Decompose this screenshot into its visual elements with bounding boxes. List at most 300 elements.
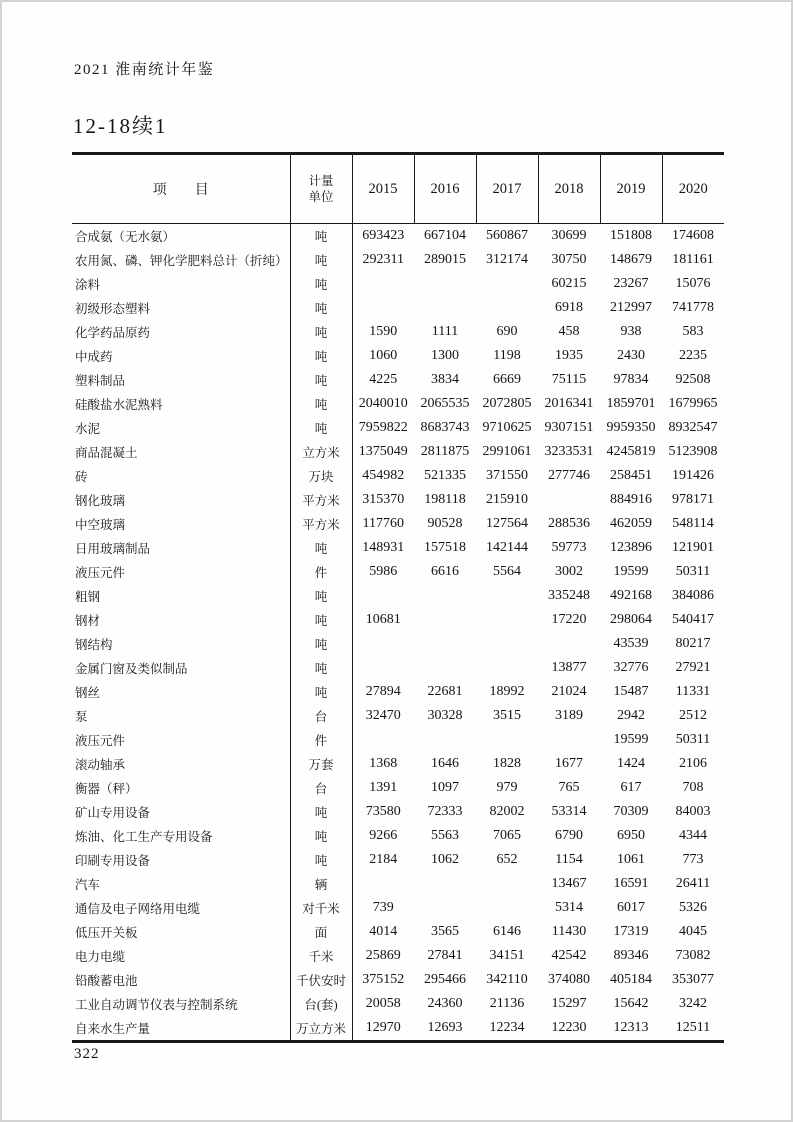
- value-cell: 492168: [610, 588, 652, 603]
- value-cell: 12234: [489, 1020, 525, 1035]
- value-cell: [476, 896, 538, 920]
- unit-cell: 立方米: [290, 440, 352, 464]
- value-cell: 148679: [610, 252, 652, 267]
- value-cell: 82002: [489, 804, 525, 819]
- header-year-2015: 2015: [352, 154, 414, 224]
- value-cell: 21024: [551, 684, 587, 699]
- table-row: [72, 344, 724, 368]
- value-cell: 117760: [362, 516, 404, 531]
- item-cell: 铅酸蓄电池: [72, 968, 290, 992]
- unit-cell: 对千米: [290, 896, 352, 920]
- value-cell: [538, 728, 600, 752]
- value-cell: [414, 608, 476, 632]
- unit-cell: 面: [290, 920, 352, 944]
- unit-cell: 千伏安时: [290, 968, 352, 992]
- item-cell: 初级形态塑料: [72, 296, 290, 320]
- table-row: [72, 272, 724, 296]
- value-cell: 89346: [613, 948, 649, 963]
- value-cell: [538, 488, 600, 512]
- value-cell: 288536: [548, 516, 590, 531]
- value-cell: 884916: [610, 492, 652, 507]
- value-cell: 2106: [679, 756, 707, 771]
- item-cell: 低压开关板: [72, 920, 290, 944]
- value-cell: 979: [496, 780, 518, 795]
- table-head: [72, 154, 724, 224]
- value-cell: 15487: [613, 684, 649, 699]
- table-row: [72, 656, 724, 680]
- value-cell: 693423: [362, 228, 405, 243]
- value-cell: 6790: [555, 828, 583, 843]
- value-cell: [414, 896, 476, 920]
- table-row: [72, 608, 724, 632]
- value-cell: 27841: [427, 948, 463, 963]
- unit-cell: 吨: [290, 296, 352, 320]
- value-cell: 12511: [675, 1020, 711, 1035]
- value-cell: 2991061: [482, 444, 532, 459]
- table-row: [72, 416, 724, 440]
- value-cell: 6017: [617, 900, 645, 915]
- value-cell: 212997: [610, 300, 652, 315]
- header-unit-line1: 计量: [308, 173, 334, 188]
- item-cell: 水泥: [72, 416, 290, 440]
- value-cell: [414, 632, 476, 656]
- value-cell: 374080: [548, 972, 590, 987]
- value-cell: 75115: [551, 372, 587, 387]
- table-row: [72, 368, 724, 392]
- item-cell: 合成氨（无水氨）: [72, 224, 290, 249]
- value-cell: 708: [682, 780, 704, 795]
- value-cell: 978171: [672, 492, 714, 507]
- value-cell: 617: [620, 780, 642, 795]
- header-year-2017: 2017: [476, 154, 538, 224]
- unit-cell: 吨: [290, 416, 352, 440]
- unit-cell: 万块: [290, 464, 352, 488]
- value-cell: [414, 872, 476, 896]
- value-cell: 741778: [672, 300, 714, 315]
- value-cell: 1061: [617, 852, 645, 867]
- value-cell: 2040010: [358, 396, 408, 411]
- value-cell: 938: [620, 324, 642, 339]
- value-cell: 11430: [551, 924, 587, 939]
- value-cell: 375152: [362, 972, 405, 987]
- value-cell: 191426: [672, 468, 714, 483]
- table-row: [72, 1016, 724, 1042]
- value-cell: 5314: [555, 900, 583, 915]
- value-cell: 12693: [427, 1020, 463, 1035]
- item-cell: 硅酸盐水泥熟料: [72, 392, 290, 416]
- value-cell: 70309: [613, 804, 649, 819]
- production-table: [72, 152, 724, 1043]
- value-cell: 3189: [555, 708, 583, 723]
- value-cell: 652: [496, 852, 518, 867]
- value-cell: [476, 608, 538, 632]
- item-cell: 中空玻璃: [72, 512, 290, 536]
- unit-cell: 吨: [290, 320, 352, 344]
- value-cell: 32470: [365, 708, 401, 723]
- value-cell: [414, 728, 476, 752]
- value-cell: 312174: [486, 252, 528, 267]
- value-cell: 583: [682, 324, 704, 339]
- item-cell: 液压元件: [72, 728, 290, 752]
- value-cell: 9266: [369, 828, 398, 843]
- value-cell: 1154: [555, 852, 583, 867]
- value-cell: 90528: [427, 516, 463, 531]
- value-cell: [476, 272, 538, 296]
- value-cell: 80217: [675, 636, 711, 651]
- table-row: [72, 584, 724, 608]
- value-cell: 2072805: [482, 396, 532, 411]
- value-cell: 17319: [613, 924, 649, 939]
- value-cell: [352, 584, 414, 608]
- table-row: [72, 512, 724, 536]
- table-body: [72, 224, 724, 1042]
- value-cell: 2235: [679, 348, 707, 363]
- value-cell: [476, 584, 538, 608]
- value-cell: [476, 296, 538, 320]
- value-cell: 5564: [493, 564, 521, 579]
- table-row: [72, 488, 724, 512]
- value-cell: 7959822: [358, 420, 408, 435]
- table-row: [72, 704, 724, 728]
- value-cell: 1097: [431, 780, 459, 795]
- table-row: [72, 872, 724, 896]
- unit-cell: 台: [290, 776, 352, 800]
- value-cell: 298064: [610, 612, 652, 627]
- value-cell: 1391: [369, 780, 398, 795]
- value-cell: 42542: [551, 948, 587, 963]
- value-cell: 13467: [551, 876, 587, 891]
- value-cell: 454982: [362, 468, 405, 483]
- value-cell: [476, 632, 538, 656]
- value-cell: 26411: [675, 876, 711, 891]
- value-cell: 690: [496, 324, 518, 339]
- value-cell: 3233531: [544, 444, 594, 459]
- value-cell: [414, 656, 476, 680]
- item-cell: 农用氮、磷、钾化学肥料总计（折纯）: [72, 248, 290, 272]
- table-row: [72, 848, 724, 872]
- value-cell: 1368: [369, 756, 398, 771]
- value-cell: 1198: [493, 348, 521, 363]
- value-cell: 765: [558, 780, 580, 795]
- value-cell: 5326: [679, 900, 707, 915]
- item-cell: 日用玻璃制品: [72, 536, 290, 560]
- value-cell: 157518: [424, 540, 466, 555]
- page-number: 322: [74, 1046, 100, 1062]
- table-title: 12-18续1: [73, 114, 168, 138]
- value-cell: 6669: [493, 372, 521, 387]
- value-cell: 667104: [424, 228, 466, 243]
- item-cell: 钢材: [72, 608, 290, 632]
- value-cell: 10681: [365, 612, 401, 627]
- value-cell: 2016341: [544, 396, 594, 411]
- value-cell: 53314: [551, 804, 587, 819]
- value-cell: 43539: [613, 636, 649, 651]
- table-row: [72, 680, 724, 704]
- value-cell: [476, 656, 538, 680]
- item-cell: 矿山专用设备: [72, 800, 290, 824]
- table-row: [72, 800, 724, 824]
- unit-cell: 吨: [290, 848, 352, 872]
- header-row: [72, 154, 724, 224]
- value-cell: 142144: [486, 540, 528, 555]
- table-row: [72, 632, 724, 656]
- value-cell: 34151: [489, 948, 525, 963]
- value-cell: [352, 272, 414, 296]
- value-cell: 1859701: [606, 396, 656, 411]
- value-cell: 5563: [431, 828, 459, 843]
- item-cell: 化学药品原药: [72, 320, 290, 344]
- value-cell: 1677: [555, 756, 583, 771]
- value-cell: 458: [558, 324, 580, 339]
- value-cell: 13877: [551, 660, 587, 675]
- unit-cell: 台(套): [290, 992, 352, 1016]
- value-cell: 1935: [555, 348, 583, 363]
- unit-cell: 吨: [290, 248, 352, 272]
- value-cell: 1060: [369, 348, 398, 363]
- item-cell: 中成药: [72, 344, 290, 368]
- value-cell: 289015: [424, 252, 466, 267]
- value-cell: 353077: [672, 972, 714, 987]
- value-cell: 405184: [610, 972, 652, 987]
- value-cell: [476, 872, 538, 896]
- item-cell: 炼油、化工生产专用设备: [72, 824, 290, 848]
- value-cell: 371550: [486, 468, 528, 483]
- unit-cell: 吨: [290, 536, 352, 560]
- document-header: 2021 淮南统计年鉴: [74, 62, 215, 78]
- value-cell: 1646: [431, 756, 459, 771]
- value-cell: 23267: [613, 276, 649, 291]
- value-cell: 9959350: [606, 420, 656, 435]
- unit-cell: 万套: [290, 752, 352, 776]
- value-cell: [538, 632, 600, 656]
- value-cell: 3515: [493, 708, 521, 723]
- value-cell: 21136: [489, 996, 525, 1011]
- value-cell: 84003: [675, 804, 711, 819]
- value-cell: 151808: [610, 228, 652, 243]
- value-cell: 739: [372, 900, 394, 915]
- unit-cell: 吨: [290, 584, 352, 608]
- value-cell: 2512: [679, 708, 707, 723]
- table-row: [72, 560, 724, 584]
- value-cell: 5123908: [668, 444, 718, 459]
- value-cell: 315370: [362, 492, 405, 507]
- value-cell: 6146: [493, 924, 521, 939]
- table-row: [72, 752, 724, 776]
- item-cell: 滚动轴承: [72, 752, 290, 776]
- item-cell: 钢丝: [72, 680, 290, 704]
- value-cell: 18992: [489, 684, 525, 699]
- item-cell: 衡器（秤）: [72, 776, 290, 800]
- value-cell: 181161: [672, 252, 714, 267]
- value-cell: 3565: [431, 924, 459, 939]
- value-cell: 215910: [486, 492, 528, 507]
- value-cell: 11331: [675, 684, 711, 699]
- table-row: [72, 992, 724, 1016]
- value-cell: 50311: [675, 732, 711, 747]
- value-cell: 4014: [369, 924, 398, 939]
- table-row: [72, 896, 724, 920]
- value-cell: 30699: [551, 228, 587, 243]
- header-year-2016: 2016: [414, 154, 476, 224]
- value-cell: 8932547: [668, 420, 718, 435]
- unit-cell: 吨: [290, 344, 352, 368]
- item-cell: 工业自动调节仪表与控制系统: [72, 992, 290, 1016]
- value-cell: 60215: [551, 276, 587, 291]
- unit-cell: 吨: [290, 272, 352, 296]
- unit-cell: 辆: [290, 872, 352, 896]
- value-cell: 1062: [431, 852, 459, 867]
- value-cell: 30328: [427, 708, 463, 723]
- value-cell: 59773: [551, 540, 587, 555]
- value-cell: 198118: [424, 492, 466, 507]
- item-cell: 印刷专用设备: [72, 848, 290, 872]
- header-unit-line2: 单位: [308, 190, 334, 204]
- value-cell: 335248: [548, 588, 590, 603]
- value-cell: 3242: [679, 996, 707, 1011]
- value-cell: [476, 728, 538, 752]
- value-cell: 4225: [369, 372, 398, 387]
- item-cell: 金属门窗及类似制品: [72, 656, 290, 680]
- value-cell: 16591: [613, 876, 649, 891]
- unit-cell: 吨: [290, 632, 352, 656]
- table-row: [72, 440, 724, 464]
- value-cell: 174608: [672, 228, 714, 243]
- value-cell: 73082: [675, 948, 711, 963]
- value-cell: 19599: [613, 564, 649, 579]
- value-cell: [352, 728, 414, 752]
- table-row: [72, 296, 724, 320]
- value-cell: 462059: [610, 516, 652, 531]
- value-cell: 1375049: [358, 444, 408, 459]
- value-cell: 1424: [617, 756, 645, 771]
- value-cell: 9307151: [544, 420, 594, 435]
- value-cell: 9710625: [482, 420, 532, 435]
- header-year-2018: 2018: [538, 154, 600, 224]
- value-cell: 4344: [679, 828, 707, 843]
- value-cell: 1679965: [668, 396, 718, 411]
- value-cell: 773: [682, 852, 704, 867]
- item-cell: 粗钢: [72, 584, 290, 608]
- value-cell: 12230: [551, 1020, 587, 1035]
- value-cell: 25869: [365, 948, 401, 963]
- item-cell: 电力电缆: [72, 944, 290, 968]
- value-cell: [414, 296, 476, 320]
- table-row: [72, 248, 724, 272]
- value-cell: 292311: [362, 252, 404, 267]
- value-cell: 97834: [613, 372, 649, 387]
- item-cell: 液压元件: [72, 560, 290, 584]
- table-row: [72, 920, 724, 944]
- value-cell: 15642: [613, 996, 649, 1011]
- value-cell: 3834: [431, 372, 459, 387]
- value-cell: [352, 656, 414, 680]
- value-cell: 12970: [365, 1020, 401, 1035]
- unit-cell: 件: [290, 728, 352, 752]
- value-cell: 1300: [431, 348, 459, 363]
- value-cell: 127564: [486, 516, 528, 531]
- value-cell: 342110: [486, 972, 528, 987]
- value-cell: [414, 584, 476, 608]
- table-row: [72, 224, 724, 249]
- value-cell: 24360: [427, 996, 463, 1011]
- value-cell: 560867: [486, 228, 528, 243]
- value-cell: 277746: [548, 468, 590, 483]
- value-cell: 540417: [672, 612, 714, 627]
- value-cell: 1111: [431, 324, 459, 339]
- value-cell: 258451: [610, 468, 652, 483]
- unit-cell: 吨: [290, 800, 352, 824]
- item-cell: 自来水生产量: [72, 1016, 290, 1042]
- unit-cell: 吨: [290, 608, 352, 632]
- value-cell: 5986: [369, 564, 398, 579]
- item-cell: 钢化玻璃: [72, 488, 290, 512]
- value-cell: 20058: [365, 996, 401, 1011]
- value-cell: 4045: [679, 924, 707, 939]
- value-cell: 521335: [424, 468, 466, 483]
- table-row: [72, 968, 724, 992]
- value-cell: 7065: [493, 828, 521, 843]
- unit-cell: 吨: [290, 656, 352, 680]
- value-cell: 4245819: [606, 444, 656, 459]
- unit-cell: 台: [290, 704, 352, 728]
- value-cell: 148931: [362, 540, 405, 555]
- value-cell: 27921: [675, 660, 711, 675]
- value-cell: 123896: [610, 540, 652, 555]
- value-cell: 50311: [675, 564, 711, 579]
- value-cell: [352, 872, 414, 896]
- value-cell: 19599: [613, 732, 649, 747]
- item-cell: 通信及电子网络用电缆: [72, 896, 290, 920]
- unit-cell: 千米: [290, 944, 352, 968]
- value-cell: 2065535: [420, 396, 470, 411]
- value-cell: 32776: [613, 660, 649, 675]
- item-cell: 汽车: [72, 872, 290, 896]
- value-cell: 2942: [617, 708, 645, 723]
- item-cell: 砖: [72, 464, 290, 488]
- value-cell: 22681: [427, 684, 463, 699]
- table-row: [72, 824, 724, 848]
- header-year-2019: 2019: [600, 154, 662, 224]
- unit-cell: 吨: [290, 680, 352, 704]
- unit-cell: 吨: [290, 392, 352, 416]
- value-cell: [352, 632, 414, 656]
- value-cell: 6616: [431, 564, 459, 579]
- value-cell: 27894: [365, 684, 401, 699]
- value-cell: 12313: [613, 1020, 649, 1035]
- value-cell: [414, 272, 476, 296]
- table-row: [72, 776, 724, 800]
- value-cell: 384086: [672, 588, 714, 603]
- value-cell: 17220: [551, 612, 587, 627]
- table-row: [72, 728, 724, 752]
- value-cell: 8683743: [420, 420, 470, 435]
- unit-cell: 吨: [290, 368, 352, 392]
- unit-cell: 万立方米: [290, 1016, 352, 1042]
- unit-cell: 吨: [290, 824, 352, 848]
- value-cell: 73580: [365, 804, 401, 819]
- item-cell: 商品混凝土: [72, 440, 290, 464]
- table-row: [72, 392, 724, 416]
- value-cell: 15076: [675, 276, 711, 291]
- value-cell: 2811875: [420, 444, 470, 459]
- item-cell: 涂料: [72, 272, 290, 296]
- table-row: [72, 944, 724, 968]
- value-cell: 295466: [424, 972, 466, 987]
- value-cell: [352, 296, 414, 320]
- value-cell: 1828: [493, 756, 521, 771]
- item-cell: 钢结构: [72, 632, 290, 656]
- table-row: [72, 464, 724, 488]
